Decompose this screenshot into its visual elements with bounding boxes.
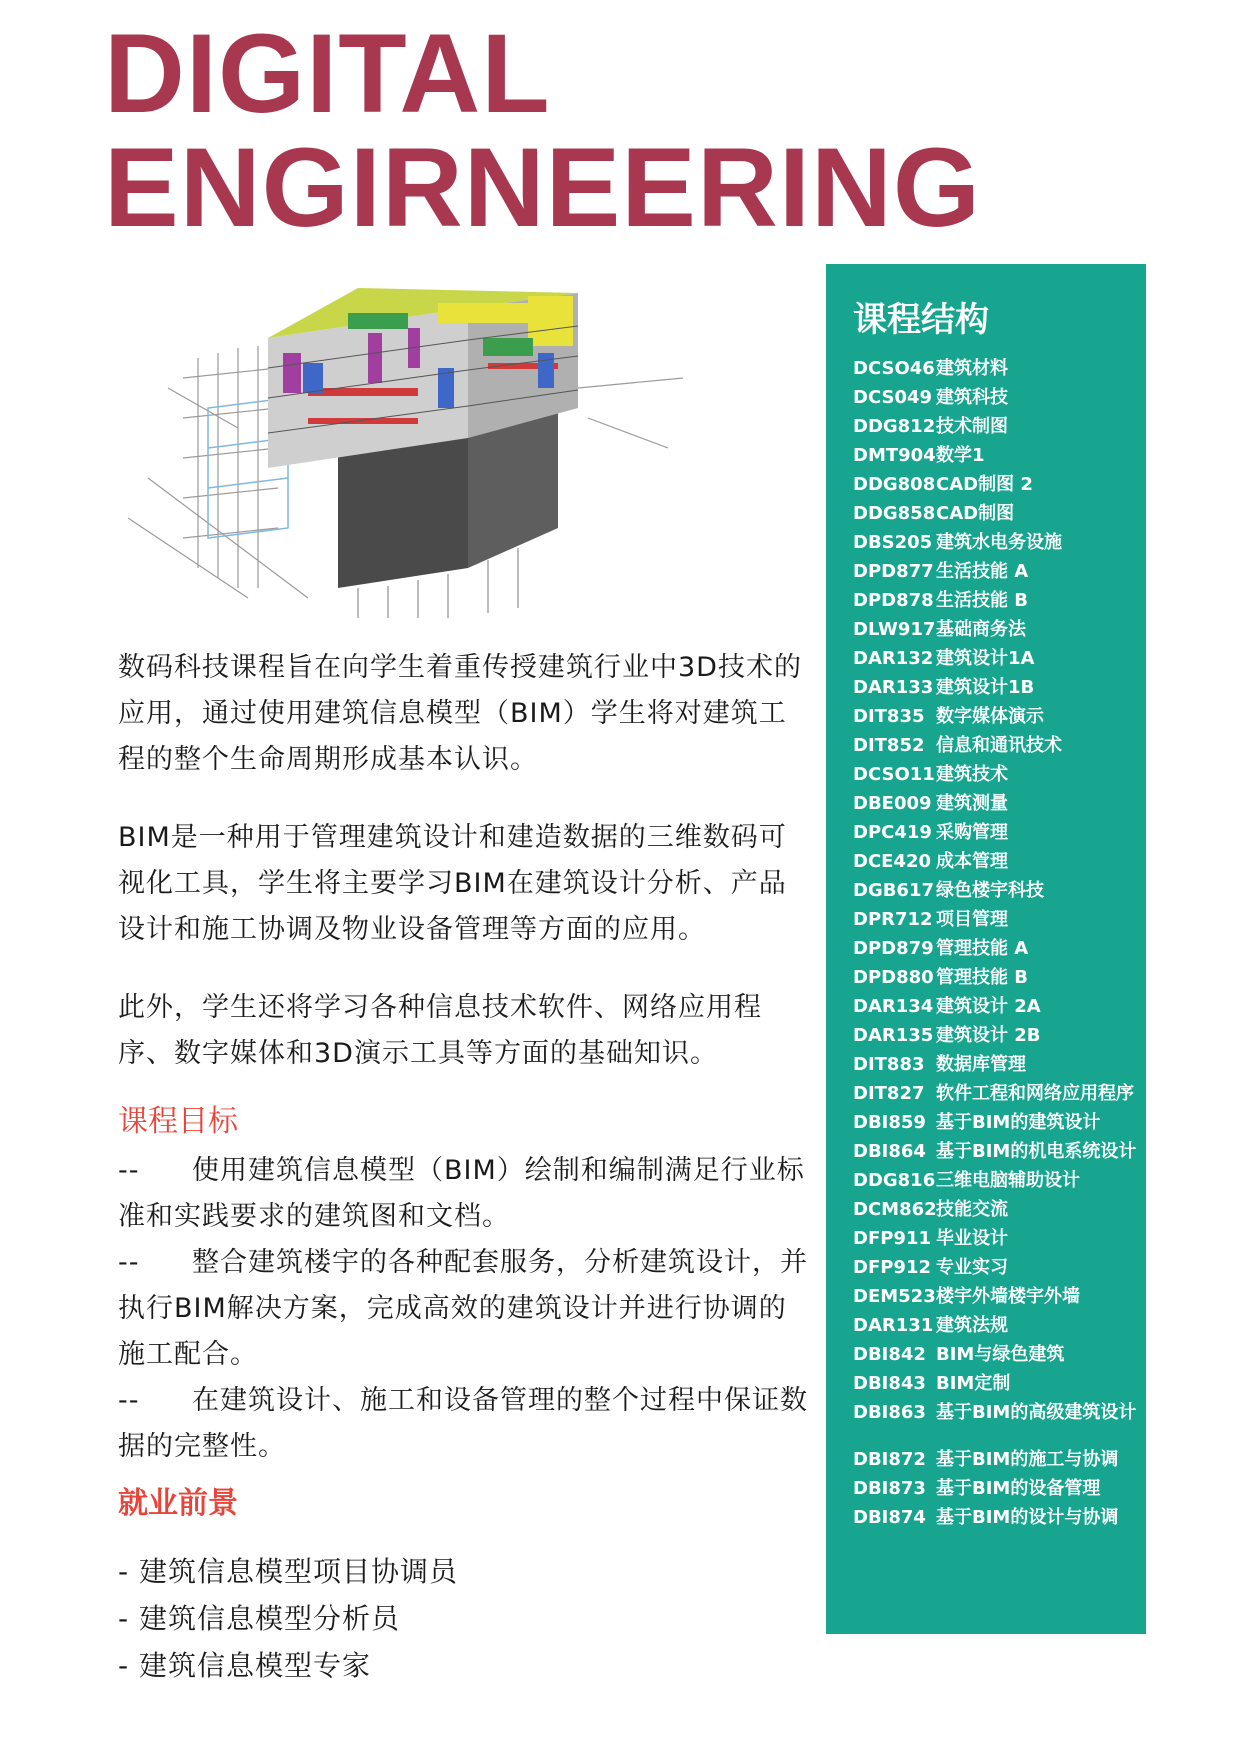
course-row [853, 385, 1143, 410]
course-row [853, 849, 1143, 874]
course-name: 采购管理 [936, 822, 1008, 843]
course-name: 项目管理 [936, 909, 1008, 930]
course-code: DBE009 [853, 793, 932, 814]
course-code: DGB617 [853, 880, 935, 901]
bim-building-illustration [108, 268, 688, 620]
course-code: DCE420 [853, 851, 932, 872]
course-row [853, 878, 1143, 903]
course-code: DAR132 [853, 648, 934, 669]
course-row [853, 1313, 1143, 1338]
objective-dash: -- [118, 1385, 140, 1416]
course-code: DEM523 [853, 1286, 936, 1307]
course-name: 建筑法规 [936, 1315, 1008, 1336]
course-name: 绿色楼宇科技 [936, 880, 1044, 901]
course-row [853, 1371, 1143, 1396]
career-list [118, 1548, 458, 1689]
career-item [118, 1642, 458, 1689]
course-row [853, 936, 1143, 961]
objective-text: 在建筑设计、施工和设备管理的整个过程中保证数据的完整性。 [118, 1385, 808, 1462]
course-name: 三维电脑辅助设计 [936, 1170, 1080, 1191]
course-name: 生活技能 A [936, 561, 1029, 582]
course-row [853, 762, 1143, 787]
intro-paragraph-3: 此外，学生还将学习各种信息技术软件、网络应用程序、数字媒体和3D演示工具等方面的基础知识。 [118, 992, 762, 1069]
course-code: DPD877 [853, 561, 934, 582]
course-name: 技术制图 [936, 416, 1008, 437]
course-name: 数字媒体演示 [936, 706, 1044, 727]
career-item [118, 1595, 458, 1642]
course-name: BIM定制 [936, 1373, 1011, 1394]
career-bullet: - [118, 1602, 130, 1635]
intro-paragraph-2: BIM是一种用于管理建筑设计和建造数据的三维数码可视化工具，学生将主要学习BIM在建筑设计分析、产品设计和施工协调及物业设备管理等方面的应用。 [118, 822, 787, 945]
course-code: DBI863 [853, 1402, 926, 1423]
course-code: DIT852 [853, 735, 925, 756]
course-name: 管理技能 A [936, 938, 1029, 959]
course-code: DAR134 [853, 996, 934, 1017]
objective-item [118, 1240, 808, 1378]
course-code: DPD880 [853, 967, 934, 988]
career-bullet: - [118, 1649, 130, 1682]
course-name: 建筑水电务设施 [936, 532, 1062, 553]
course-code: DDG816 [853, 1170, 936, 1191]
course-row [853, 1255, 1143, 1280]
course-code: DAR133 [853, 677, 934, 698]
course-code: DDG812 [853, 416, 936, 437]
objective-text: 使用建筑信息模型（BIM）绘制和编制满足行业标准和实践要求的建筑图和文档。 [118, 1155, 805, 1232]
course-code: DBI874 [853, 1507, 926, 1528]
course-code: DCSO11 [853, 764, 935, 785]
course-row [853, 675, 1143, 700]
course-name: 基于BIM的施工与协调 [936, 1449, 1119, 1470]
course-list [853, 356, 1143, 1534]
course-name: 建筑技术 [936, 764, 1008, 785]
course-row [853, 559, 1143, 584]
course-code: DPD878 [853, 590, 934, 611]
career-text: 建筑信息模型项目协调员 [139, 1555, 459, 1588]
course-row [853, 1342, 1143, 1367]
course-code: DBI872 [853, 1449, 926, 1470]
course-name: 基础商务法 [936, 619, 1026, 640]
course-code: DAR135 [853, 1025, 934, 1046]
career-bullet: - [118, 1555, 130, 1588]
course-row [853, 530, 1143, 555]
course-row [853, 704, 1143, 729]
objectives-list [118, 1148, 808, 1470]
course-code: DBI859 [853, 1112, 926, 1133]
objective-dash: -- [118, 1155, 140, 1186]
course-code: DPC419 [853, 822, 932, 843]
objective-dash: -- [118, 1247, 140, 1278]
course-code: DIT827 [853, 1083, 925, 1104]
course-code: DCM862 [853, 1199, 937, 1220]
course-name: 成本管理 [936, 851, 1008, 872]
career-text: 建筑信息模型专家 [139, 1649, 372, 1682]
course-name: 数学1 [936, 445, 985, 466]
course-code: DBI873 [853, 1478, 926, 1499]
course-name: 技能交流 [936, 1199, 1008, 1220]
course-code: DIT835 [853, 706, 925, 727]
curriculum-panel [826, 264, 1146, 1634]
course-name: 信息和通讯技术 [936, 735, 1062, 756]
course-code: DBI842 [853, 1344, 926, 1365]
course-row [853, 1052, 1143, 1077]
course-row [853, 965, 1143, 990]
course-row [853, 588, 1143, 613]
course-name: 建筑设计 2A [936, 996, 1041, 1017]
course-name: 毕业设计 [936, 1228, 1008, 1249]
course-name: 建筑设计1A [936, 648, 1035, 669]
course-code: DBI843 [853, 1373, 926, 1394]
curriculum-heading: 课程结构 [853, 300, 989, 340]
course-row [853, 443, 1143, 468]
course-row [853, 356, 1143, 381]
course-row [853, 646, 1143, 671]
course-row [853, 1197, 1143, 1222]
course-code: DCSO46 [853, 358, 935, 379]
course-row [853, 733, 1143, 758]
course-row [853, 1476, 1143, 1501]
bim-building-image [108, 268, 688, 620]
course-code: DBI864 [853, 1141, 926, 1162]
course-code: DPD879 [853, 938, 934, 959]
page-title-line1: DIGITAL [104, 11, 551, 136]
objective-text: 整合建筑楼宇的各种配套服务，分析建筑设计，并执行BIM解决方案，完成高效的建筑设计并进行协调的施工配合。 [118, 1247, 808, 1370]
course-name: 建筑测量 [936, 793, 1008, 814]
course-row [853, 1284, 1143, 1309]
course-row [853, 414, 1143, 439]
course-row [853, 1110, 1143, 1135]
course-name: 专业实习 [936, 1257, 1008, 1278]
course-name: 建筑设计 2B [936, 1025, 1041, 1046]
course-code: DCS049 [853, 387, 933, 408]
course-name: 生活技能 B [936, 590, 1028, 611]
page-title-line2: ENGIRNEERING [104, 125, 981, 250]
course-code: DIT883 [853, 1054, 925, 1075]
course-row [853, 617, 1143, 642]
course-name: 软件工程和网络应用程序 [936, 1083, 1134, 1104]
objective-item [118, 1378, 808, 1470]
course-name: CAD制图 [936, 503, 1015, 524]
course-row [853, 1400, 1143, 1425]
course-name: 基于BIM的高级建筑设计 [936, 1402, 1137, 1423]
course-row [853, 1023, 1143, 1048]
course-row [853, 994, 1143, 1019]
course-row [853, 1168, 1143, 1193]
course-row [853, 472, 1143, 497]
course-name: 管理技能 B [936, 967, 1028, 988]
course-name: 基于BIM的建筑设计 [936, 1112, 1101, 1133]
course-name: 楼宇外墙楼宇外墙 [936, 1286, 1080, 1307]
course-name: 建筑设计1B [936, 677, 1035, 698]
course-name: 数据库管理 [936, 1054, 1026, 1075]
course-code: DLW917 [853, 619, 936, 640]
career-heading: 就业前景 [118, 1486, 238, 1521]
course-code: DMT904 [853, 445, 936, 466]
course-code: DAR131 [853, 1315, 934, 1336]
course-code: DFP911 [853, 1228, 932, 1249]
course-row [853, 791, 1143, 816]
intro-paragraph-1: 数码科技课程旨在向学生着重传授建筑行业中3D技术的应用，通过使用建筑信息模型（BIM）学生将对建筑工程的整个生命周期形成基本认识。 [118, 652, 802, 775]
course-row [853, 820, 1143, 845]
course-code: DFP912 [853, 1257, 932, 1278]
course-code: DPR712 [853, 909, 933, 930]
course-name: 基于BIM的设备管理 [936, 1478, 1101, 1499]
course-code: DDG808 [853, 474, 936, 495]
course-row [853, 1226, 1143, 1251]
course-row [853, 1139, 1143, 1164]
course-name: 建筑科技 [936, 387, 1008, 408]
course-name: 基于BIM的设计与协调 [936, 1507, 1119, 1528]
course-code: DBS205 [853, 532, 933, 553]
course-row [853, 907, 1143, 932]
objectives-heading: 课程目标 [118, 1104, 238, 1139]
course-name: 基于BIM的机电系统设计 [936, 1141, 1137, 1162]
course-name: BIM与绿色建筑 [936, 1344, 1065, 1365]
career-text: 建筑信息模型分析员 [139, 1602, 401, 1635]
objective-item [118, 1148, 808, 1240]
career-item [118, 1548, 458, 1595]
course-name: CAD制图 2 [936, 474, 1033, 495]
course-row [853, 1081, 1143, 1106]
course-name: 建筑材料 [936, 358, 1008, 379]
course-row [853, 501, 1143, 526]
course-row [853, 1447, 1143, 1472]
course-code: DDG858 [853, 503, 936, 524]
course-row [853, 1505, 1143, 1530]
